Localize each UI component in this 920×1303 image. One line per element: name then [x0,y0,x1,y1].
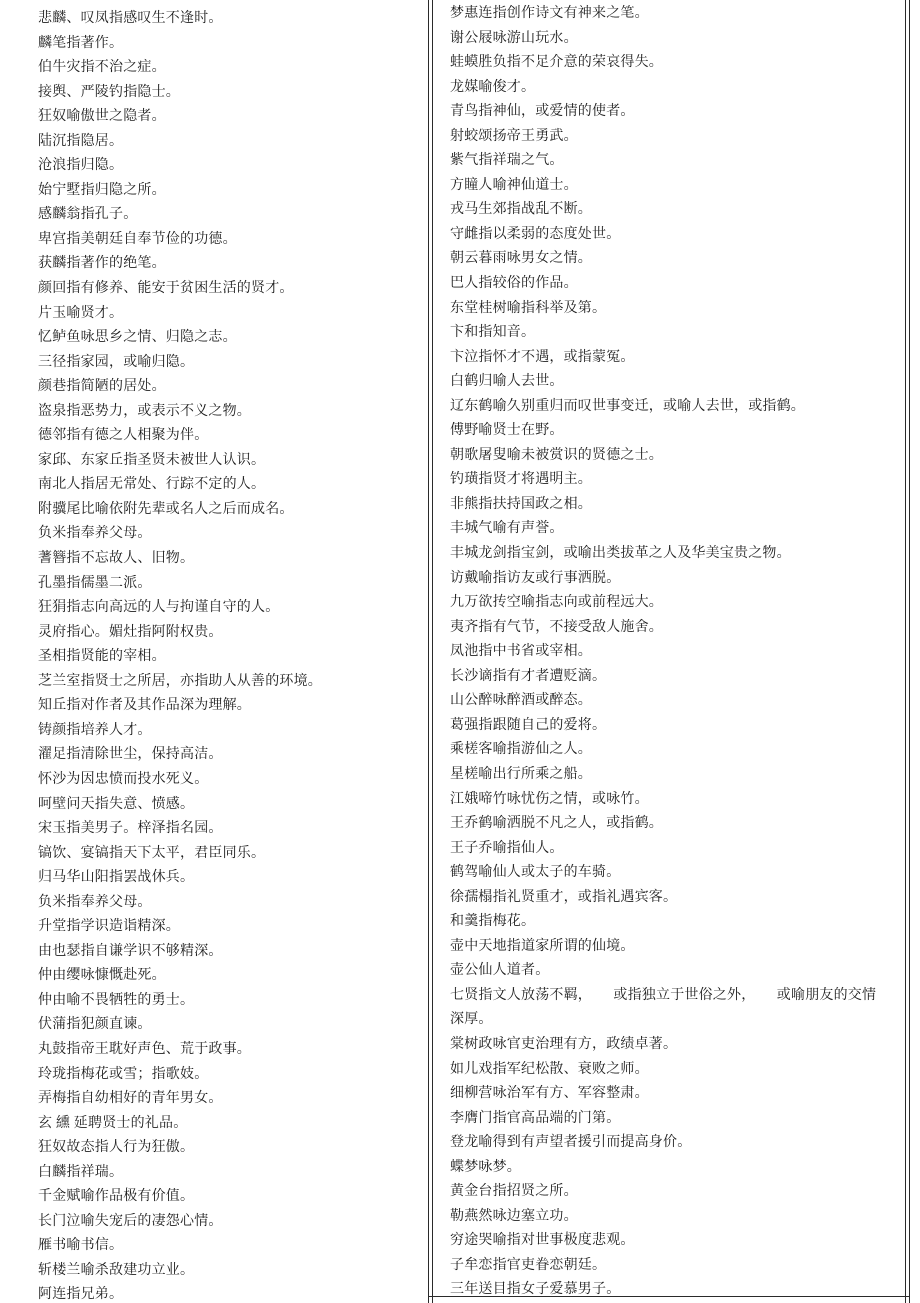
text-line: 仲由缨咏慷慨赴死。 [38,968,166,984]
text-line: 丰城龙剑指宝剑，或喻出类拔革之人及华美宝贵之物。 [450,546,791,562]
text-line: 归马华山阳指罢战休兵。 [38,870,195,886]
left-text-column [38,0,423,1303]
text-line: 壶公仙人道者。 [450,963,550,979]
text-line: 卞泣指怀才不遇，或指蒙冤。 [450,349,635,365]
text-line: 盗泉指恶势力，或表示不义之物。 [38,403,251,419]
text-line: 梦惠连指创作诗文有神来之笔。 [450,6,649,21]
text-line: 沧浪指归隐。 [38,158,124,174]
text-line: 长沙谪指有才者遭贬滴。 [450,668,607,684]
text-line: 三年送目指女子爱慕男子。 [450,1282,621,1298]
text-line: 江娥啼竹咏忧伤之情，或咏竹。 [450,791,649,807]
text-line: 壶中天地指道家所谓的仙境。 [450,938,635,954]
table-bottom-border [428,1296,910,1297]
text-line: 朝云暮雨咏男女之情。 [450,251,592,267]
text-line: 怀沙为因忠愤而投水死义。 [38,771,209,787]
text-line: 东堂桂树喻指科举及第。 [450,300,607,316]
text-line: 凤池指中书省或宰相。 [450,644,592,660]
text-line: 射蛟颂扬帝王勇武。 [450,128,578,144]
text-line: 玲珑指梅花或雪；指歌妓。 [38,1066,209,1082]
text-line: 访戴喻指访友或行事洒脱。 [450,570,621,586]
text-line: 非熊指扶持国政之相。 [450,496,592,512]
text-line: 紫气指祥瑞之气。 [450,153,564,169]
text-line: 七贤指文人放荡不羁， 或指独立于世俗之外， 或喻朋友的交情 [450,987,877,1003]
text-line: 感麟翁指孔子。 [38,207,138,223]
text-line: 星槎喻出行所乘之船。 [450,766,592,782]
text-line: 升堂指学识造诣精深。 [38,919,180,935]
text-line: 葛强指跟随自己的爱将。 [450,717,607,733]
text-line: 夷齐指有气节，不接受敌人施舍。 [450,619,663,635]
text-line: 呵壁问天指失意、愤感。 [38,796,195,812]
text-line: 山公醉咏醉酒或醉态。 [450,693,592,709]
text-line: 陆沉指隐居。 [38,133,124,149]
text-line: 始宁墅指归隐之所。 [38,182,166,198]
text-line: 王子乔喻指仙人。 [450,840,564,856]
text-line: 徐孺榻指礼贤重才，或指礼遇宾客。 [450,889,678,905]
text-line: 负米指奉养父母。 [38,894,152,910]
text-line: 狂奴喻傲世之隐者。 [38,109,166,125]
text-line: 卑宫指美朝廷自奉节俭的功德。 [38,231,237,247]
text-line: 濯足指清除世尘，保持高洁。 [38,747,223,763]
text-line: 巴人指较俗的作品。 [450,276,578,292]
text-line: 王乔鹤喻洒脱不凡之人，或指鹤。 [450,816,663,832]
text-line: 负米指奉养父母。 [38,526,152,542]
text-line: 镐饮、宴镐指天下太平，君臣同乐。 [38,845,266,861]
text-line: 如儿戏指军纪松散、衰败之师。 [450,1061,649,1077]
text-line: 蝶梦咏梦。 [450,1159,521,1175]
text-line: 颜回指有修养、能安于贫困生活的贤才。 [38,281,294,297]
text-line: 乘槎客喻指游仙之人。 [450,742,592,758]
text-line: 斩楼兰喻杀敌建功立业。 [38,1262,195,1278]
text-line: 傅野喻贤士在野。 [450,423,564,439]
text-line: 黄金台指招贤之所。 [450,1184,578,1200]
text-line: 戎马生郊指战乱不断。 [450,202,592,218]
text-line: 和羹指梅花。 [450,914,536,930]
right-text-column [450,0,902,1303]
text-line: 勒燕然咏边塞立功。 [450,1208,578,1224]
text-line: 芝兰室指贤士之所居，亦指助人从善的环境。 [38,673,322,689]
text-line: 悲麟、叹凤指感叹生不逢时。 [38,11,223,26]
text-line: 细柳营咏治军有方、军容整肃。 [450,1086,649,1102]
text-line: 三径指家园，或喻归隐。 [38,354,195,370]
text-line: 狂狷指志向高远的人与拘谨自守的人。 [38,600,280,616]
text-line: 狂奴故态指人行为狂傲。 [38,1140,195,1156]
right-edge-double-rule [905,0,910,1303]
text-line: 深厚。 [450,1012,493,1028]
text-line: 长门泣喻失宠后的凄怨心情。 [38,1213,223,1229]
text-line: 卞和指知音。 [450,325,536,341]
text-line: 颜巷指简陋的居处。 [38,379,166,395]
text-line: 伯牛灾指不治之症。 [38,60,166,76]
text-line: 弄梅指自幼相好的青年男女。 [38,1091,223,1107]
text-line: 千金赋喻作品极有价值。 [38,1189,195,1205]
text-line: 守雌指以柔弱的态度处世。 [450,226,621,242]
text-line: 白麟指祥瑞。 [38,1164,124,1180]
text-line: 圣相指贤能的宰相。 [38,649,166,665]
text-line: 子牟恋指官吏眷恋朝廷。 [450,1257,607,1273]
text-line: 忆鲈鱼咏思乡之情、归隐之志。 [38,330,237,346]
text-line: 谢公屐咏游山玩水。 [450,30,578,46]
text-line: 仲由喻不畏牺牲的勇士。 [38,992,195,1008]
text-line: 麟笔指著作。 [38,35,124,51]
text-line: 穷途哭喻指对世事极度悲观。 [450,1233,635,1249]
text-line: 附骥尾比喻依附先辈或名人之后而成名。 [38,501,294,517]
text-line: 获麟指著作的绝笔。 [38,256,166,272]
text-line: 蛙蟆胜负指不足介意的荣哀得失。 [450,55,663,71]
text-line: 方瞳人喻神仙道士。 [450,177,578,193]
text-line: 宋玉指美男子。梓泽指名园。 [38,821,223,837]
text-line: 伏蒲指犯颜直谏。 [38,1017,152,1033]
text-line: 辽东鹤喻久别重归而叹世事变迁，或喻人去世，或指鹤。 [450,398,805,414]
text-line: 蓍簪指不忘故人、旧物。 [38,551,195,567]
text-line: 玄 纁 延聘贤士的礼品。 [38,1115,188,1131]
text-line: 由也瑟指自谦学识不够精深。 [38,943,223,959]
text-line: 青鸟指神仙，或爱情的使者。 [450,104,635,120]
text-line: 钓璜指贤才将遇明主。 [450,472,592,488]
text-line: 丸鼓指帝王耽好声色、荒于政事。 [38,1041,251,1057]
text-line: 龙媒喻俊才。 [450,79,536,95]
text-line: 家邱、东家丘指圣贤未被世人认识。 [38,452,266,468]
text-line: 德邻指有德之人相聚为伴。 [38,428,209,444]
text-line: 雁书喻书信。 [38,1238,124,1254]
text-line: 阿连指兄弟。 [38,1287,124,1303]
text-line: 孔墨指儒墨二派。 [38,575,152,591]
text-line: 李膺门指官高品端的门第。 [450,1110,621,1126]
text-line: 接舆、严陵钓指隐士。 [38,84,180,100]
text-line: 朝歌屠叟喻未被赏识的贤德之士。 [450,447,663,463]
text-line: 九万欲抟空喻指志向或前程远大。 [450,595,663,611]
text-line: 片玉喻贤才。 [38,305,124,321]
text-line: 灵府指心。媚灶指阿附权贵。 [38,624,223,640]
text-line: 铸颜指培养人才。 [38,722,152,738]
text-line: 白鹤归喻人去世。 [450,374,564,390]
text-line: 南北人指居无常处、行踪不定的人。 [38,477,266,493]
text-line: 登龙喻得到有声望者援引而提高身价。 [450,1135,692,1151]
text-line: 丰城气喻有声誉。 [450,521,564,537]
text-line: 知丘指对作者及其作品深为理解。 [38,698,251,714]
text-line: 棠树政咏官吏治理有方，政绩卓著。 [450,1036,678,1052]
column-divider-double-rule [428,0,433,1303]
text-line: 鹤驾喻仙人或太子的车骑。 [450,865,621,881]
